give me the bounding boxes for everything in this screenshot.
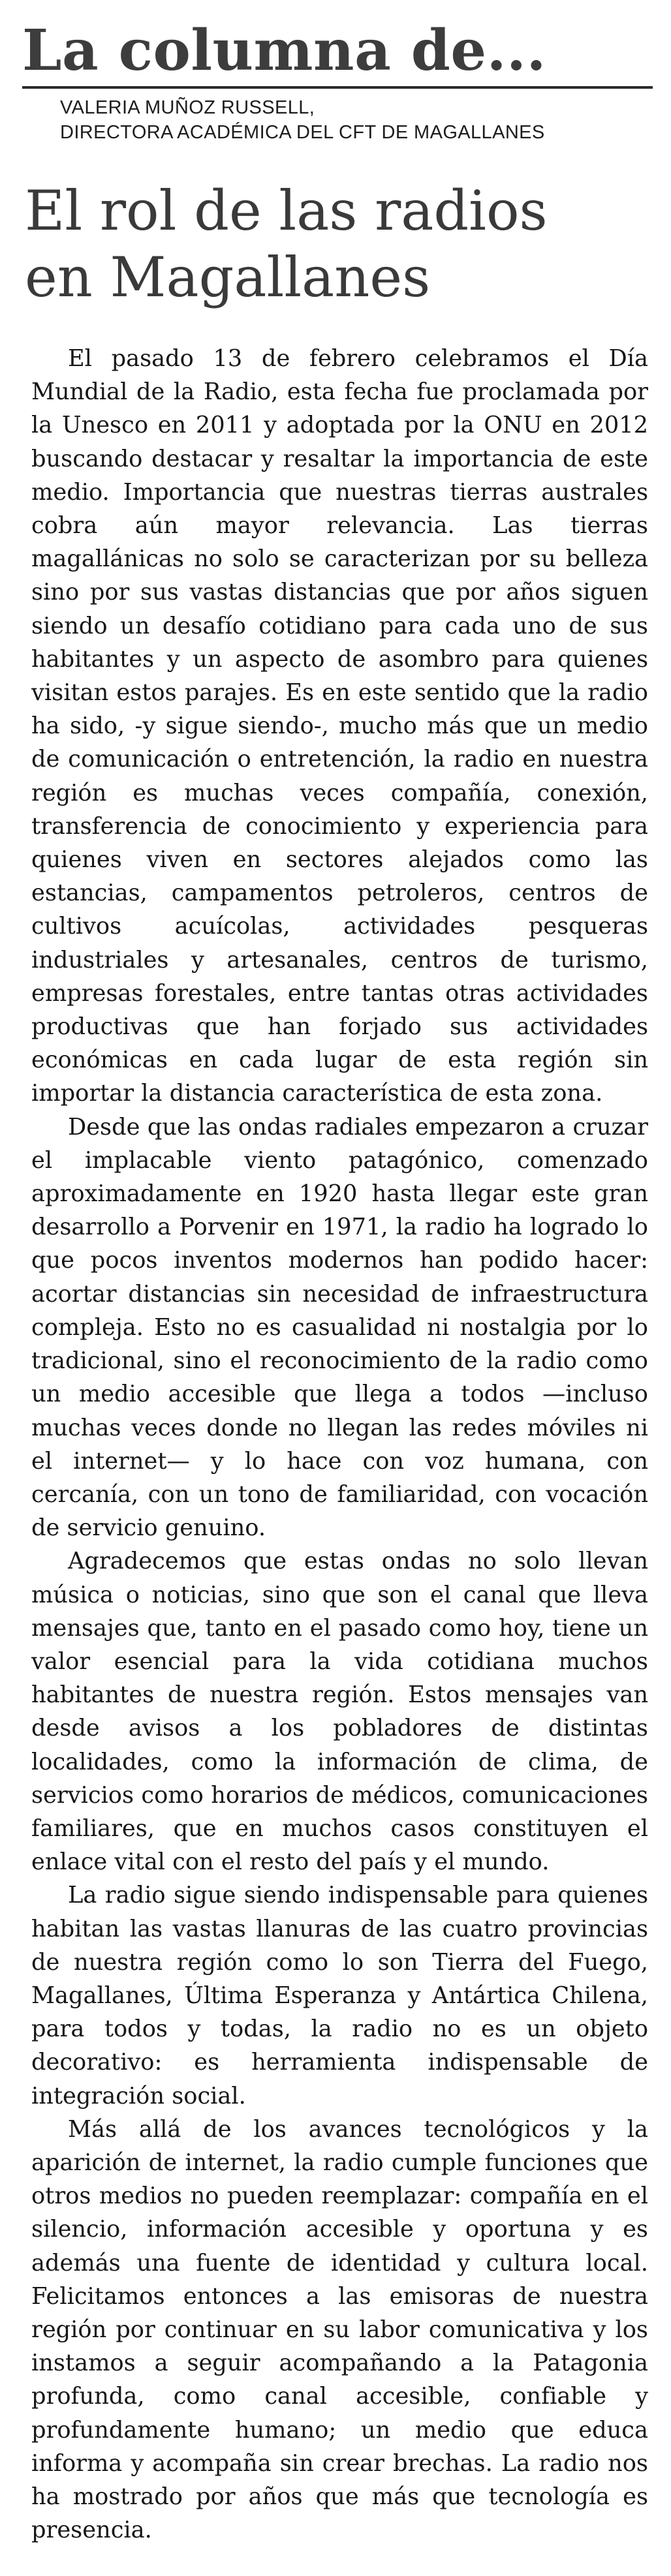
article-paragraph: El pasado 13 de febrero celebramos el Día Mundial de la Radio, esta fecha fue proclamada por la Unesco en 2011 y adoptada por la ONU en 2012 buscando destacar y resaltar la importancia de este medio. Importancia que nuestras tierras australes cobra aún mayor relevancia. Las tierras magallánicas no solo se caracterizan por su belleza sino por sus vastas distancias que por años siguen siendo un desafío cotidiano para cada uno de sus habitantes y un aspecto de asombro para quienes visitan estos parajes. Es en este sentido que la radio ha sido, -y sigue siendo-, mucho más que un medio de comunicación o entretención, la radio en nuestra región es muchas veces compañía, conexión, transferencia de conocimiento y experiencia para quienes viven en sectores alejados como las estancias, campamentos petroleros, centros de cultivos acuícolas, actividades pesqueras industriales y artesanales, centros de turismo, empresas forestales, entre tantas otras actividades productivas que han forjado sus actividades económicas en cada lugar de esta región sin importar la distancia característica de esta zona.	[31, 345, 648, 1107]
article-paragraph: Agradecemos que estas ondas no solo llevan música o noticias, sino que son el canal que lleva mensajes que, tanto en el pasado como hoy, tiene un valor esencial para la vida cotidiana muchos habitantes de nuestra región. Estos mensajes van desde avisos a los pobladores de distintas localidades, como la información de clima, de servicios como horarios de médicos, comunicaciones familiares, que en muchos casos constituyen el enlace vital con el resto del país y el mundo.	[31, 1548, 648, 1876]
author-name: VALERIA MUÑOZ RUSSELL,	[60, 97, 315, 118]
headline-line-2: en Magallanes	[25, 245, 431, 309]
author-byline	[60, 95, 653, 145]
article-paragraph: La radio sigue siendo indispensable para quienes habitan las vastas llanuras de las cuatro provincias de nuestra región como lo son Tierra del Fuego, Magallanes, Última Esperanza y Antártica Chilena, para todos y todas, la radio no es un objeto decorativo: es herramienta indispensable de integración social.	[31, 1882, 648, 2109]
article-headline	[25, 177, 653, 311]
article-body	[31, 342, 648, 2547]
headline-line-1: El rol de las radios	[25, 179, 548, 243]
article-paragraph: Desde que las ondas radiales empezaron a cruzar el implacable viento patagónico, comenzado aproximadamente en 1920 hasta llegar este gran desarrollo a Porvenir en 1971, la radio ha logrado lo que pocos inventos modernos han podido hacer: acortar distancias sin necesidad de infraestructura compleja. Esto no es casualidad ni nostalgia por lo tradicional, sino el reconocimiento de la radio como un medio accesible que llega a todos —incluso muchas veces donde no llegan las redes móviles ni el internet— y lo hace con voz humana, con cercanía, con un tono de familiaridad, con vocación de servicio genuino.	[31, 1113, 648, 1542]
author-role: DIRECTORA ACADÉMICA DEL CFT DE MAGALLANES	[60, 122, 545, 143]
column-section-title: La columna de...	[22, 18, 546, 84]
article-paragraph: Más allá de los avances tecnológicos y la aparición de internet, la radio cumple funciones que otros medios no pueden reemplazar: compañía en el silencio, información accesible y oportuna y es además una fuente de identidad y cultura local. Felicitamos entonces a las emisoras de nuestra región por continuar en su labor comunicativa y los instamos a seguir acompañando a la Patagonia profunda, como canal accesible, confiable y profundamente humano; un medio que educa informa y acompaña sin crear brechas. La radio nos ha mostrado por años que más que tecnología es presencia.	[31, 2115, 648, 2544]
title-divider	[22, 86, 653, 89]
